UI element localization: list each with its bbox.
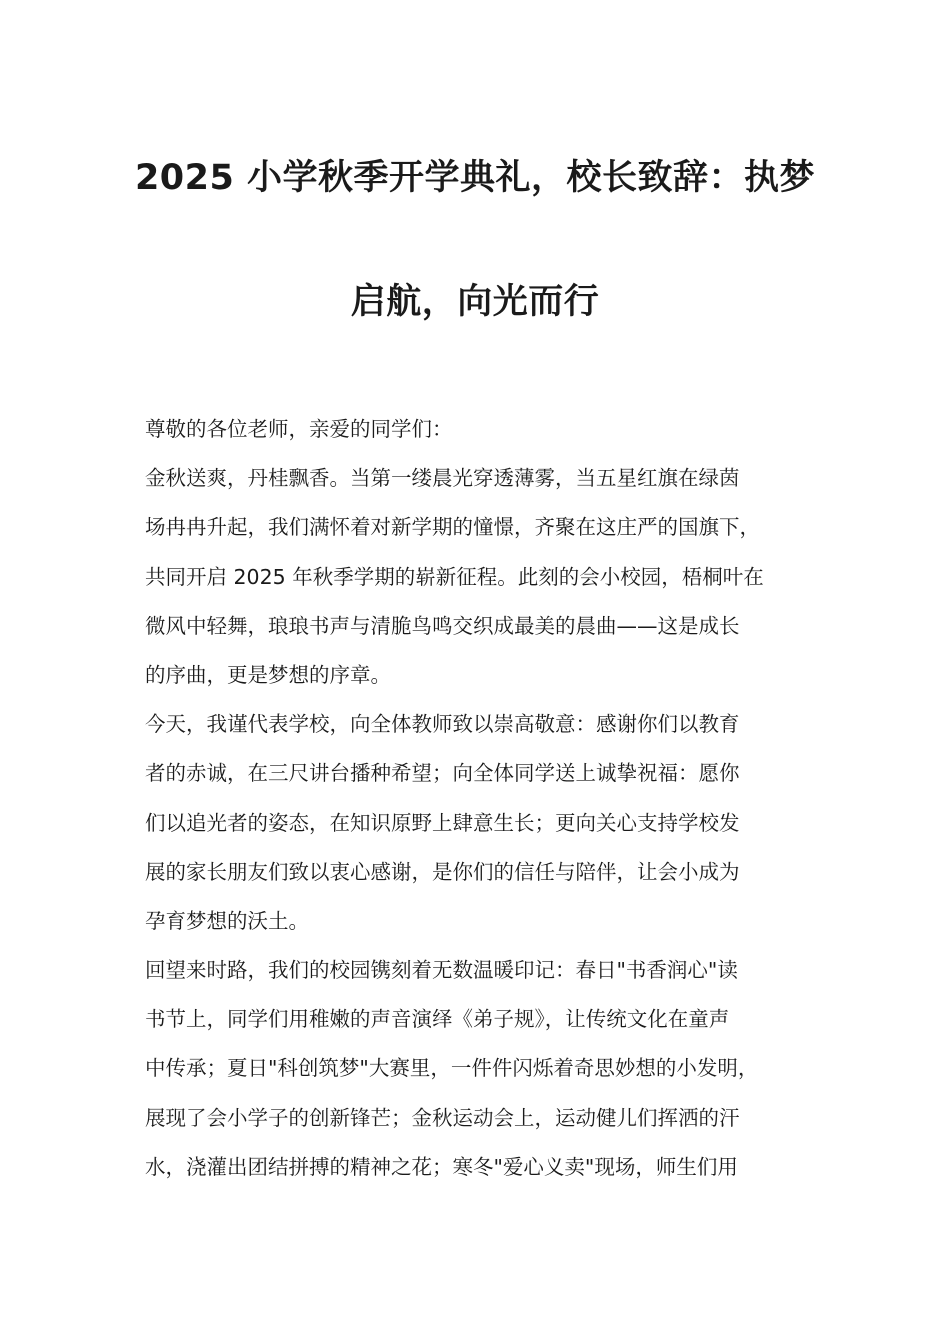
body-line: 们以追光者的姿态，在知识原野上肆意生长；更向关心支持学校发	[145, 810, 740, 835]
body-line: 微风中轻舞，琅琅书声与清脆鸟鸣交织成最美的晨曲——这是成长	[145, 613, 740, 638]
body-line: 共同开启 2025 年秋季学期的崭新征程。此刻的会小校园，梧桐叶在	[145, 564, 764, 589]
body-line: 金秋送爽，丹桂飘香。当第一缕晨光穿透薄雾，当五星红旗在绿茵	[145, 466, 740, 491]
body-line: 展的家长朋友们致以衷心感谢，是你们的信任与陪伴，让会小成为	[145, 859, 740, 884]
body-line: 回望来时路，我们的校园镌刻着无数温暖印记：春日"书香润心"读	[145, 958, 738, 983]
body-line: 水，浇灌出团结拼搏的精神之花；寒冬"爱心义卖"现场，师生们用	[145, 1154, 738, 1179]
salutation-line: 尊敬的各位老师，亲爱的同学们：	[145, 417, 453, 441]
body-line: 中传承；夏日"科创筑梦"大赛里，一件件闪烁着奇思妙想的小发明，	[145, 1056, 759, 1081]
body-line: 孕育梦想的沃土。	[145, 908, 309, 933]
body-line: 书节上，同学们用稚嫩的声音演绎《弟子规》，让传统文化在童声	[145, 1007, 730, 1032]
document-body	[145, 411, 825, 1198]
body-line: 场冉冉升起，我们满怀着对新学期的憧憬，齐聚在这庄严的国旗下，	[145, 515, 760, 540]
body-line: 的序曲，更是梦想的序章。	[145, 662, 391, 687]
body-line: 者的赤诚，在三尺讲台播种希望；向全体同学送上诚挚祝福：愿你	[145, 761, 740, 786]
body-line: 今天，我谨代表学校，向全体教师致以崇高敬意：感谢你们以教育	[145, 712, 740, 737]
document-title-line-1: 2025 小学秋季开学典礼，校长致辞：执梦	[134, 158, 816, 198]
document-title-line-2: 启航，向光而行	[350, 282, 600, 322]
body-line: 展现了会小学子的创新锋芒；金秋运动会上，运动健儿们挥洒的汗	[145, 1105, 740, 1130]
